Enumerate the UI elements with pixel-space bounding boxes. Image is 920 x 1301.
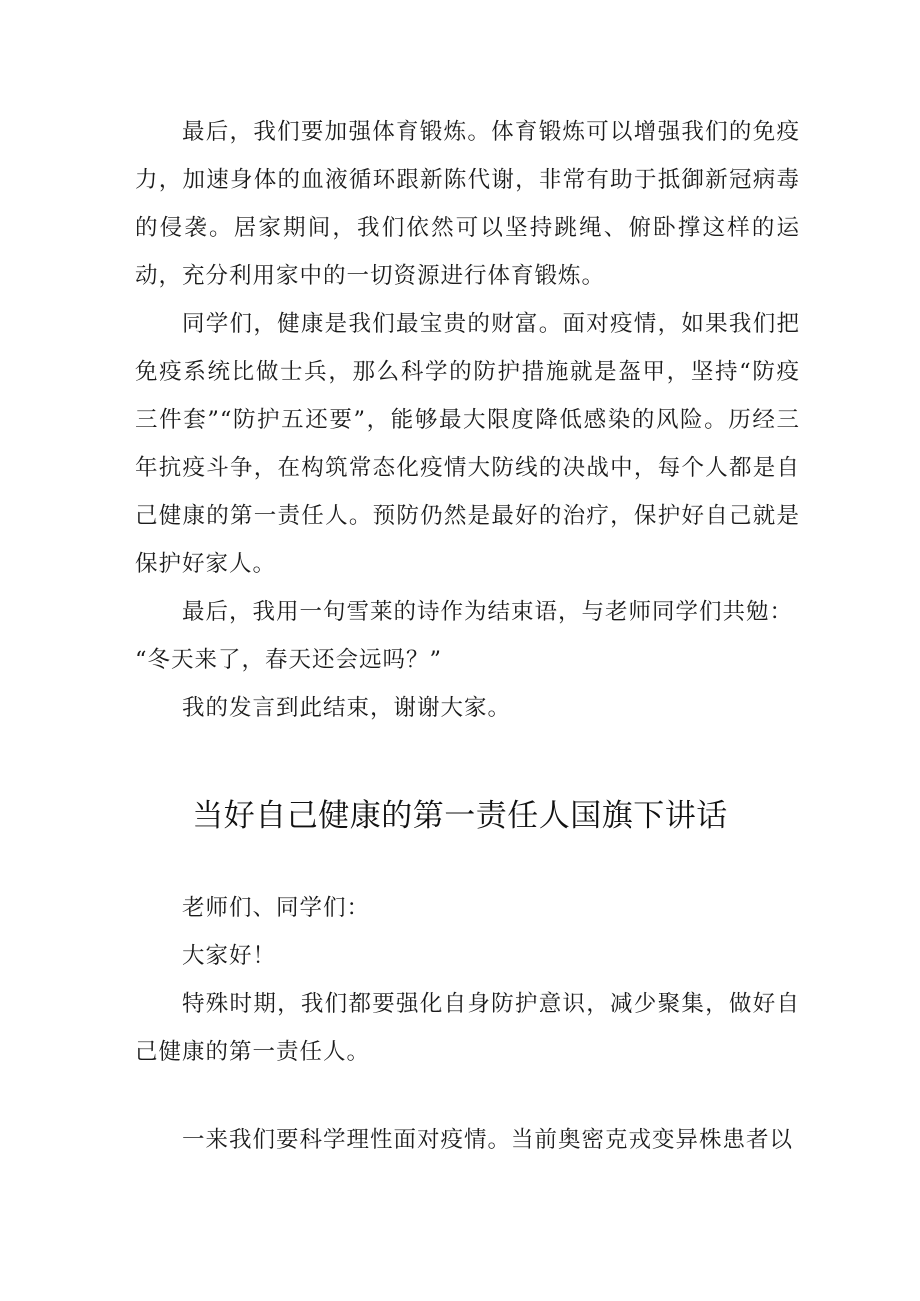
- paragraph-shelley-quote: “冬天来了，春天还会远吗？”: [135, 647, 443, 673]
- speech-title: 当好自己健康的第一责任人国旗下讲话: [192, 798, 728, 834]
- paragraph-thanks: 我的发言到此结束，谢谢大家。: [182, 695, 512, 721]
- paragraph-health-wealth: 同学们，健康是我们最宝贵的财富。面对疫情，如果我们把免疫系统比做士兵，那么科学的防护措施就是盔甲，坚持“防疫三件套”“防护五还要”，能够最大限度降低感染的风险。历经三年抗疫斗争，在构筑常态化疫情大防线的决战中，每个人都是自己健康的第一责任人。预防仍然是最好的治疗，保护好自己就是保护好家人。: [135, 311, 800, 577]
- paragraph-scientific-attitude: 一来我们要科学理性面对疫情。当前奥密克戎变异株患者以: [182, 1127, 794, 1153]
- paragraph-greeting: 大家好！: [182, 943, 277, 969]
- paragraph-exercise: 最后，我们要加强体育锻炼。体育锻炼可以增强我们的免疫力，加速身体的血液循环跟新陈代谢，非常有助于抵御新冠病毒的侵袭。居家期间，我们依然可以坚持跳绳、俯卧撑这样的运动，充分利用家中的一切资源进行体育锻炼。: [135, 119, 800, 289]
- paragraph-salutation: 老师们、同学们：: [182, 895, 371, 921]
- paragraph-special-period: 特殊时期，我们都要强化自身防护意识，减少聚集，做好自己健康的第一责任人。: [135, 991, 800, 1065]
- paragraph-closing-quote-intro: 最后，我用一句雪莱的诗作为结束语，与老师同学们共勉：: [182, 599, 794, 625]
